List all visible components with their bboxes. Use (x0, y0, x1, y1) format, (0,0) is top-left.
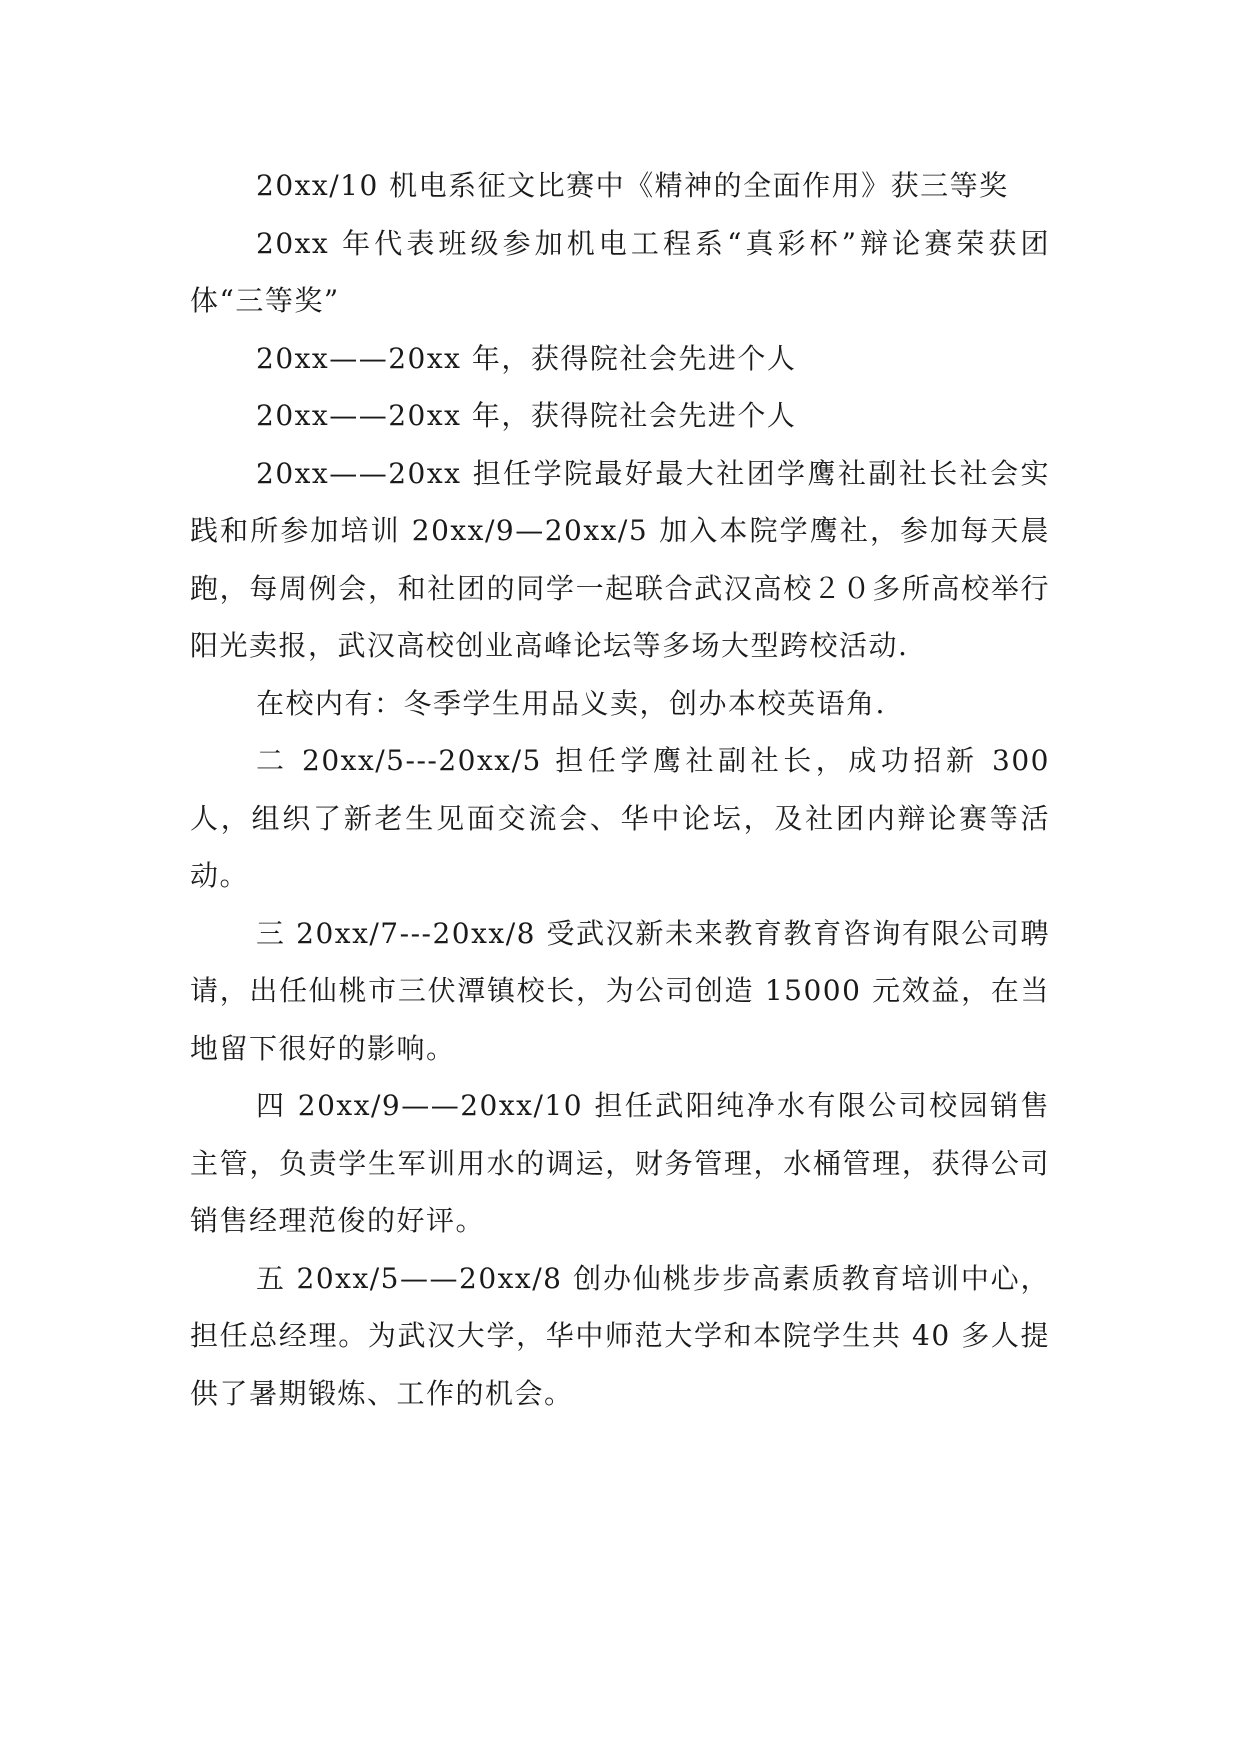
paragraph-item-two: 二 20xx/5---20xx/5 担任学鹰社副社长，成功招新 300 人，组织了新老生见面交流会、华中论坛，及社团内辩论赛等活动。 (190, 744, 1050, 892)
paragraph-award-essay: 20xx/10 机电系征文比赛中《精神的全面作用》获三等奖 (256, 169, 1009, 202)
paragraph-item-three: 三 20xx/7---20xx/8 受武汉新未来教育教育咨询有限公司聘请，出任仙桃市三伏潭镇校长，为公司创造 15000 元效益，在当地留下很好的影响。 (190, 916, 1050, 1065)
paragraph-advanced-individual-1: 20xx——20xx 年，获得院社会先进个人 (256, 341, 797, 375)
paragraph-item-five: 五 20xx/5——20xx/8 创办仙桃步步高素质教育培训中心，担任总经理。为武汉大学，华中师范大学和本院学生共 40 多人提供了暑期锻炼、工作的机会。 (190, 1261, 1050, 1410)
paragraph-item-four: 四 20xx/9——20xx/10 担任武阳纯净水有限公司校园销售主管，负责学生军训用水的调运，财务管理，水桶管理，获得公司销售经理范俊的好评。 (190, 1089, 1050, 1237)
paragraph-club-vice-president: 20xx——20xx 担任学院最好最大社团学鹰社副社长社会实践和所参加培训 20xx/9—20xx/5 加入本院学鹰社，参加每天晨跑，每周例会，和社团的同学一起联合武汉高校２０多所高校举行阳光卖报，武汉高校创业高峰论坛等多场大型跨校活动. (190, 456, 1050, 662)
paragraph-campus-activities: 在校内有：冬季学生用品义卖，创办本校英语角. (256, 686, 886, 720)
document-body (190, 157, 1050, 1422)
paragraph-advanced-individual-2: 20xx——20xx 年，获得院社会先进个人 (256, 399, 797, 432)
paragraph-award-debate: 20xx 年代表班级参加机电工程系“真彩杯”辩论赛荣获团体“三等奖” (190, 226, 1050, 317)
